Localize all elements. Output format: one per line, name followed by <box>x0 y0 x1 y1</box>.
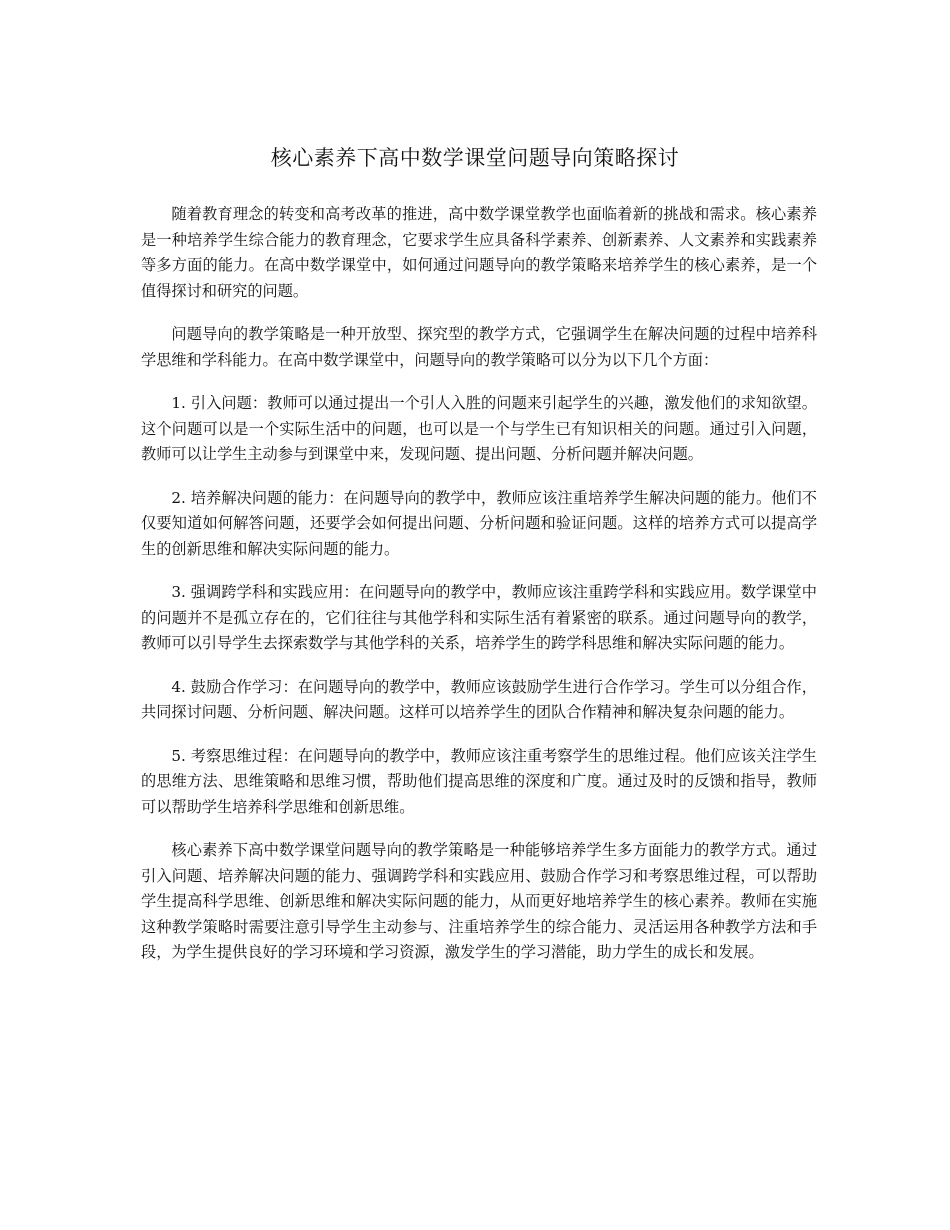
paragraph-point-2: 2. 培养解决问题的能力：在问题导向的教学中，教师应该注重培养学生解决问题的能力。他们不仅要知道如何解答问题，还要学会如何提出问题、分析问题和验证问题。这样的培养方式可以提高学生的创新思维和解决实际问题的能力。 <box>141 488 817 558</box>
paragraph-point-1: 1. 引入问题：教师可以通过提出一个引人入胜的问题来引起学生的兴趣，激发他们的求知欲望。这个问题可以是一个实际生活中的问题，也可以是一个与学生已有知识相关的问题。通过引入问题，教师可以让学生主动参与到课堂中来，发现问题、提出问题、分析问题并解决问题。 <box>141 394 817 463</box>
paragraph-intro: 随着教育理念的转变和高考改革的推进，高中数学课堂教学也面临着新的挑战和需求。核心素养是一种培养学生综合能力的教育理念，它要求学生应具备科学素养、创新素养、人文素养和实践素养等多方面的能力。在高中数学课堂中，如何通过问题导向的教学策略来培养学生的核心素养，是一个值得探讨和研究的问题。 <box>141 205 817 300</box>
document-title: 核心素养下高中数学课堂问题导向策略探讨 <box>270 146 680 170</box>
paragraph-strategy-overview: 问题导向的教学策略是一种开放型、探究型的教学方式，它强调学生在解决问题的过程中培养科学思维和学科能力。在高中数学课堂中，问题导向的教学策略可以分为以下几个方面： <box>141 325 817 369</box>
document-body <box>141 202 817 984</box>
paragraph-point-5: 5. 考察思维过程：在问题导向的教学中，教师应该注重考察学生的思维过程。他们应该关注学生的思维方法、思维策略和思维习惯，帮助他们提高思维的深度和广度。通过及时的反馈和指导，教师可以帮助学生培养科学思维和创新思维。 <box>141 746 817 816</box>
paragraph-conclusion: 核心素养下高中数学课堂问题导向的教学策略是一种能够培养学生多方面能力的教学方式。通过引入问题、培养解决问题的能力、强调跨学科和实践应用、鼓励合作学习和考察思维过程，可以帮助学生提高科学思维、创新思维和解决实际问题的能力，从而更好地培养学生的核心素养。教师在实施这种教学策略时需要注意引导学生主动参与、注重培养学生的综合能力、灵活运用各种教学方法和手段，为学生提供良好的学习环境和学习资源，激发学生的学习潜能，助力学生的成长和发展。 <box>141 841 817 961</box>
paragraph-point-3: 3. 强调跨学科和实践应用：在问题导向的教学中，教师应该注重跨学科和实践应用。数学课堂中的问题并不是孤立存在的，它们往往与其他学科和实际生活有着紧密的联系。通过问题导向的教学，教师可以引导学生去探索数学与其他学科的关系，培养学生的跨学科思维和解决实际问题的能力。 <box>141 583 817 652</box>
paragraph-point-4: 4. 鼓励合作学习：在问题导向的教学中，教师应该鼓励学生进行合作学习。学生可以分组合作，共同探讨问题、分析问题、解决问题。这样可以培养学生的团队合作精神和解决复杂问题的能力。 <box>141 677 817 721</box>
